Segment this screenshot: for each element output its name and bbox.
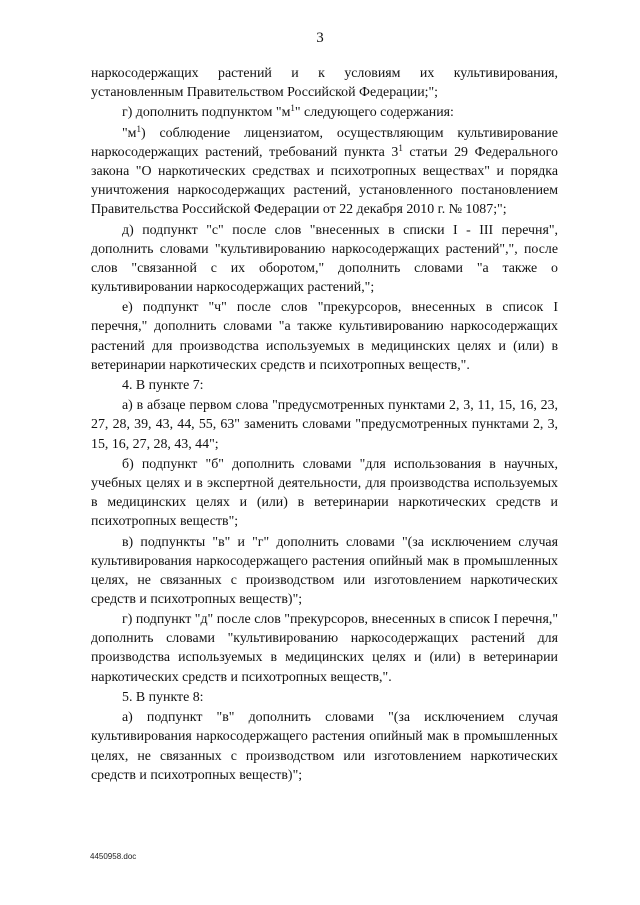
paragraph bbox=[91, 124, 558, 219]
paragraph-text: а) в абзаце первом слова "предусмотренных пунктами 2, 3, 11, 15, 16, 23, 27, 28, 39, 43, 44, 55, 63" заменить словами "предусмотренных пунктами 2, 3, 15, 16, 27, 28, 43, 44"; bbox=[91, 398, 558, 452]
paragraph-text: "м bbox=[122, 125, 137, 141]
page-number: 3 bbox=[316, 30, 324, 46]
paragraph-text: ) соблюдение лицензиатом, осуществляющим культивирование наркосодержащих растений, требований пункта 3 bbox=[91, 125, 558, 160]
paragraph bbox=[91, 103, 558, 122]
document-body bbox=[91, 64, 558, 786]
paragraph-text: в) подпункты "в" и "г" дополнить словами "(за исключением случая культивирования наркосодержащего растения опийный мак в промышленных целях, не связанных с производством или изготовлением наркотических средств и психотропных веществ)"; bbox=[91, 534, 558, 607]
paragraph bbox=[91, 298, 558, 374]
superscript: 1 bbox=[398, 142, 403, 153]
paragraph-text: статьи 29 Федерального закона "О наркотических средствах и психотропных веществах" и порядка уничтожения наркосодержащих растений, установленного постановлением Правительства Российской Федерации от 22 декабря 2010 г. № 1087;"; bbox=[91, 144, 558, 218]
paragraph-text: " следующего содержания: bbox=[294, 105, 454, 121]
superscript: 1 bbox=[136, 123, 141, 134]
paragraph bbox=[91, 688, 558, 707]
paragraph-text: е) подпункт "ч" после слов "прекурсоров, внесенных в список I перечня," дополнить словами "а также культивированию наркосодержащих растений для производства используемых в медицинских целях и (или) в ветеринарии наркотических средств и психотропных веществ,". bbox=[91, 300, 558, 373]
paragraph-text: г) дополнить подпунктом "м bbox=[122, 105, 291, 121]
paragraph-text: а) подпункт "в" дополнить словами "(за исключением случая культивирования наркосодержащего растения опийный мак в промышленных целях, не связанных с производством или изготовлением наркотических средств и психотропных веществ)"; bbox=[91, 710, 558, 783]
footer-filename: 4450958.doc bbox=[90, 852, 137, 861]
paragraph-text: г) подпункт "д" после слов "прекурсоров, внесенных в список I перечня," дополнить словами "культивированию наркосодержащих растений для производства используемых в медицинских целях и (или) в ветеринарии наркотических средств и психотропных веществ,". bbox=[91, 612, 558, 685]
paragraph-text: б) подпункт "б" дополнить словами "для использования в научных, учебных целях и в экспертной деятельности, для производства используемых в медицинских целях и (или) в ветеринарии наркотических средств и психотропных веществ"; bbox=[91, 456, 558, 530]
paragraph bbox=[91, 455, 558, 531]
paragraph bbox=[91, 396, 558, 453]
paragraph-text: наркосодержащих растений и к условиям их культивирования, установленным Правительством Российской Федерации;"; bbox=[91, 66, 558, 101]
paragraph-text: 4. В пункте 7: bbox=[122, 377, 204, 393]
paragraph bbox=[91, 610, 558, 686]
paragraph-text: д) подпункт "с" после слов "внесенных в списки I - III перечня", дополнить словами "культивированию наркосодержащих растений",", после слов "связанной с их оборотом," дополнить словами "а также о культивировании наркосодержащих растений,"; bbox=[91, 222, 558, 295]
paragraph bbox=[91, 64, 558, 102]
paragraph-text: 5. В пункте 8: bbox=[122, 689, 204, 705]
paragraph bbox=[91, 708, 558, 784]
paragraph bbox=[91, 221, 558, 297]
paragraph bbox=[91, 533, 558, 609]
paragraph bbox=[91, 376, 558, 395]
superscript: 1 bbox=[290, 103, 295, 114]
